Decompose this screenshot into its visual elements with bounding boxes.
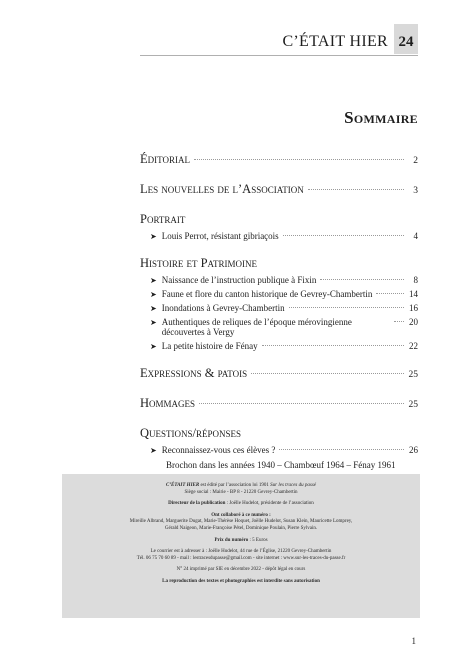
toc-section-heading bbox=[140, 426, 418, 441]
running-header bbox=[282, 24, 418, 54]
toc-entry-title: Reconnaissez-vous ces élèves ? bbox=[161, 445, 276, 455]
copyright-line: La reproduction des textes et photographies est interdite sans autorisation bbox=[162, 578, 320, 584]
arrow-right-icon: ➤ bbox=[150, 304, 157, 313]
dot-leader bbox=[251, 373, 404, 374]
toc-entry-title: Naissance de l’instruction publique à Fixin bbox=[161, 275, 317, 285]
mail-address-line: Le courrier est à adresser à : Joëlle Hudelot, 44 rue de l’Église, 21220 Gevrey-Chambertin bbox=[150, 549, 332, 555]
toc-section-association bbox=[140, 182, 418, 197]
toc-entry-title: La petite histoire de Fénay bbox=[161, 341, 258, 351]
toc-page-number: 2 bbox=[413, 156, 418, 166]
toc-page-number: 3 bbox=[413, 186, 418, 196]
toc-section-title: Les nouvelles de l’Association bbox=[140, 182, 304, 196]
toc-entry[interactable] bbox=[150, 317, 418, 337]
toc-section-hommages bbox=[140, 396, 418, 411]
toc-section-title: Questions/réponses bbox=[140, 426, 242, 440]
arrow-right-icon: ➤ bbox=[150, 276, 157, 285]
dot-leader bbox=[279, 449, 404, 450]
page-number: 1 bbox=[411, 636, 416, 646]
arrow-right-icon: ➤ bbox=[150, 290, 157, 299]
contributors-line: Gérald Naigeon, Marie-Françoise Pétel, Dominique Poulain, Pierre Sylvain. bbox=[164, 525, 318, 531]
toc-entry[interactable] bbox=[150, 231, 418, 241]
dot-leader bbox=[283, 235, 404, 236]
price-line: Prix du numéro : 5 Euros bbox=[214, 537, 268, 543]
toc-section-portrait bbox=[140, 212, 418, 241]
toc-entry-title: Authentiques de reliques de l’époque mérovingienne découvertes à Vergy bbox=[161, 317, 352, 337]
page-title: Sommaire bbox=[344, 108, 418, 127]
issue-number: 24 bbox=[394, 24, 418, 54]
toc-entry-title: Louis Perrot, résistant gibriaçois bbox=[161, 231, 279, 241]
director-line: Directeur de la publication : Joëlle Hudelot, présidente de l’association bbox=[168, 501, 314, 507]
toc-entry-title: Inondations à Gevrey-Chambertin bbox=[161, 303, 285, 313]
toc-section-title: Histoire et Patrimoine bbox=[140, 256, 258, 270]
toc-page-number: 4 bbox=[413, 231, 418, 241]
publisher-line: C’ÉTAIT HIER est édité par l’association loi 1901 Sur les traces du passé bbox=[165, 483, 316, 488]
toc-page-number: 8 bbox=[413, 275, 418, 285]
dot-leader bbox=[308, 189, 404, 190]
toc-section-heading bbox=[140, 256, 418, 271]
toc-entry[interactable] bbox=[150, 303, 418, 313]
header-divider bbox=[140, 55, 418, 56]
toc-section-heading bbox=[140, 212, 418, 227]
toc-section-expressions bbox=[140, 366, 418, 381]
toc-section-histoire bbox=[140, 256, 418, 351]
contributors-label: Ont collaboré à ce numéro : bbox=[211, 512, 271, 518]
toc-page-number: 16 bbox=[409, 303, 418, 313]
toc-section-title: Expressions & patois bbox=[140, 366, 248, 380]
toc-section-title: Éditorial bbox=[140, 152, 190, 166]
dot-leader bbox=[199, 403, 404, 404]
dot-leader bbox=[194, 159, 404, 160]
dot-leader bbox=[289, 307, 404, 308]
head-office-line: Siège social : Mairie - BP 8 - 21220 Gevrey-Chambertin bbox=[184, 489, 298, 495]
arrow-right-icon: ➤ bbox=[150, 318, 157, 327]
magazine-title: C’ÉTAIT HIER bbox=[282, 33, 388, 50]
toc-page-number: 14 bbox=[409, 289, 418, 299]
contributors-line: Mireille Albrand, Marguerite Dugat, Marie-Thérèse Hoquet, Joëlle Hudelot, Susan Klein, Mauricette Lomprey, bbox=[129, 519, 353, 525]
toc-section-row[interactable] bbox=[140, 366, 418, 381]
toc-section-title: Portrait bbox=[140, 212, 186, 226]
dot-leader bbox=[320, 279, 404, 280]
toc-section-editorial bbox=[140, 152, 418, 167]
toc-entry-title: Faune et flore du canton historique de Gevrey-Chambertin bbox=[161, 289, 373, 299]
toc-section-row[interactable] bbox=[140, 182, 418, 197]
toc-page-number: 22 bbox=[409, 341, 418, 351]
toc-page-number: 25 bbox=[408, 370, 418, 380]
toc-entry[interactable] bbox=[150, 275, 418, 285]
arrow-right-icon: ➤ bbox=[150, 342, 157, 351]
arrow-right-icon: ➤ bbox=[150, 232, 157, 241]
table-of-contents bbox=[140, 152, 418, 485]
toc-section-title: Hommages bbox=[140, 396, 196, 410]
toc-page-number: 25 bbox=[408, 400, 418, 410]
toc-entry-subtitle: Brochon dans les années 1940 – Chambœuf 1964 – Fénay 1961 bbox=[166, 460, 396, 470]
toc-section-row[interactable] bbox=[140, 152, 418, 167]
dot-leader bbox=[394, 321, 404, 322]
arrow-right-icon: ➤ bbox=[150, 446, 157, 455]
toc-page-number: 26 bbox=[409, 445, 418, 455]
dot-leader bbox=[376, 293, 404, 294]
printing-line: N° 24 imprimé par SIE en décembre 2022 - dépôt légal en cours bbox=[176, 567, 306, 573]
toc-entry[interactable] bbox=[150, 341, 418, 351]
toc-section-questions bbox=[140, 426, 418, 470]
contact-line: Tél. 06 75 70 60 89 - mail : lestracesdupasse@gmail.com - site internet : www.sur-les-traces-du-passe.fr bbox=[136, 555, 346, 561]
toc-section-row[interactable] bbox=[140, 396, 418, 411]
publication-info-box bbox=[62, 474, 420, 618]
dot-leader bbox=[262, 345, 404, 346]
toc-entry[interactable] bbox=[150, 289, 418, 299]
toc-page-number: 20 bbox=[409, 317, 418, 327]
toc-entry[interactable] bbox=[150, 445, 418, 455]
